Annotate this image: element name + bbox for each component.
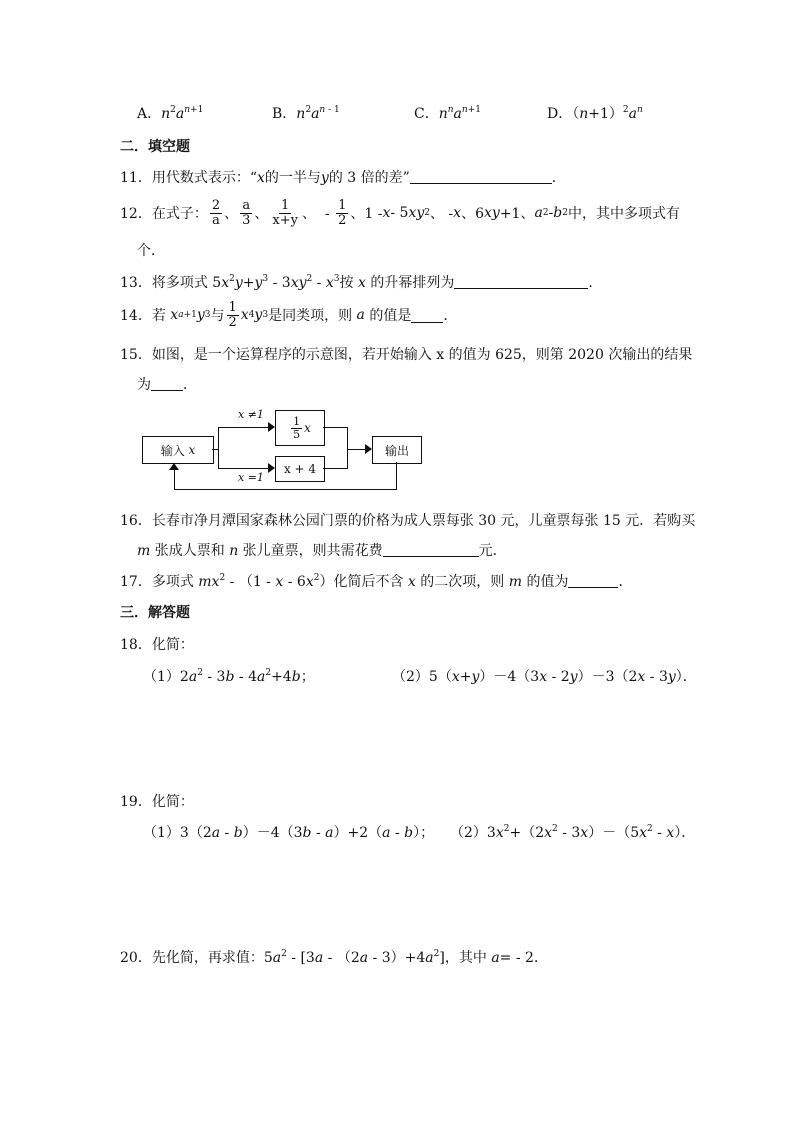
- question-13: 13．将多项式 $5x^2y+y^3 - 3xy^2 - x^3$按 x 的升幂排列为 ．: [120, 274, 603, 291]
- q20-end: ．: [533, 950, 548, 966]
- q10-option-a: A．$n^2a^{n+1}$: [137, 105, 204, 122]
- flow-top-op-box: $\frac{1}{5}$ x: [275, 410, 325, 446]
- flow-bottom-op-box: [275, 456, 325, 482]
- arrow-head-icon: [268, 463, 275, 473]
- q17-text: 的二次项，则: [420, 574, 505, 590]
- q11-end: ．: [551, 170, 566, 186]
- q17-end: ．: [618, 574, 633, 590]
- q16-text: 张儿童票，则共需花费: [242, 543, 383, 559]
- question-number: 20．: [120, 950, 152, 966]
- connector: [174, 489, 397, 490]
- question-15: [120, 344, 692, 364]
- answer-blank[interactable]: [383, 542, 479, 557]
- q15-text: 如图，是一个运算程序的示意图，若开始输入 x 的值为 625，则第 2020 次输出的结果: [151, 347, 693, 363]
- question-11: 11．用代数式表示：“x的一半与y的 3 倍的差” ．: [120, 170, 566, 186]
- flow-output-box: [372, 436, 422, 464]
- q12-text: 个．: [137, 243, 165, 259]
- question-number: 19．: [120, 794, 152, 810]
- connector: [218, 468, 270, 469]
- q14-end: ．: [443, 308, 458, 324]
- q14-text: 是同类项，则: [268, 308, 353, 324]
- q20-text: ，其中: [444, 950, 487, 966]
- q10-option-d: D．$(n+1)^2a^n$: [547, 105, 643, 122]
- question-18-part1: $(1)2a^2 - 3b - 4a^2+4b$；: [143, 668, 315, 685]
- question-12: 12． 在式子： $\frac{2}{a}$ 、 $\frac{a}{3}$ 、 $\frac{1}{x+y}$ 、 - $\frac{1}{2}$ 、1 - x - 5 xy 2 、 - x 、6 xy +1、 a 2 - b 2 中，其中多项式有: [120, 197, 680, 228]
- q14-text: 若: [151, 308, 166, 324]
- question-15-cont: [137, 374, 197, 394]
- q10-option-b: B．$n^2a^{n - 1}$: [272, 105, 340, 122]
- connector: [174, 470, 175, 490]
- q13-end: ．: [588, 275, 603, 291]
- connector: [218, 427, 270, 428]
- flow-bottom-op: x + 4: [283, 462, 317, 476]
- q12-text: 在式子：: [151, 206, 208, 222]
- question-number: 14．: [120, 308, 152, 324]
- section-fill-in: 二．填空题: [120, 139, 190, 155]
- q16-text: 长春市净月潭国家森林公园门票的价格为成人票每张 30 元，儿童票每张 15 元．若购买: [151, 513, 696, 529]
- connector: [396, 462, 397, 490]
- section-solve: 三．解答题: [120, 605, 190, 621]
- question-20: 20．先化简，再求值：$5a^2 - [3a - (2a - 3)+4a^2]$，其中 a= - 2．: [120, 949, 548, 966]
- q18-title: 化简：: [151, 637, 194, 653]
- answer-blank[interactable]: [151, 376, 183, 391]
- flow-input-box: 输入 x: [142, 436, 214, 464]
- arrow-head-icon: [268, 422, 275, 432]
- q13-text: 将多项式: [151, 275, 208, 291]
- question-17: 17．多项式 $mx^2 - (1$ - x - $6x^2$）化简后不含 x 的二次项，则 m 的值为 ．: [120, 573, 633, 590]
- question-19: [120, 791, 194, 811]
- question-16-cont: m 张成人票和 n 张儿童票，则共需花费 元．: [137, 543, 507, 559]
- question-19-part2: $(2)3x^2+(2x^2 - 3x)-(5x^2 - x)$．: [450, 824, 696, 841]
- answer-blank[interactable]: [411, 308, 443, 323]
- q17-text: 多项式: [151, 574, 194, 590]
- question-12-cont: [137, 240, 165, 260]
- q11-text: 用代数式表示：“: [151, 170, 257, 186]
- question-number: 12．: [120, 206, 152, 222]
- q11-text: 的一半与: [264, 170, 321, 186]
- option-letter: C．: [414, 106, 439, 122]
- question-number: 18．: [120, 637, 152, 653]
- connector: [347, 427, 348, 469]
- question-number: 11．: [120, 170, 152, 186]
- q10-option-c: C．$n^na^{n+1}$: [414, 105, 481, 122]
- connector: [323, 427, 347, 428]
- q13-text: 按: [339, 275, 354, 291]
- q17-text: 化简后不含: [333, 574, 404, 590]
- answer-blank[interactable]: [568, 573, 618, 588]
- option-letter: D．: [547, 106, 573, 122]
- q11-text: 的 3 倍的差”: [328, 170, 410, 186]
- flow-input-label: 输入: [160, 443, 185, 458]
- fraction-1-over-x-plus-y: $\frac{1}{x+y}$: [272, 197, 298, 228]
- flow-bottom-condition: x =1: [238, 471, 264, 484]
- answer-blank[interactable]: [454, 274, 588, 289]
- question-16: [120, 510, 695, 530]
- fraction-2-over-a: $\frac{2}{a}$: [211, 197, 221, 228]
- option-letter: B．: [272, 106, 297, 122]
- question-19-part1: （1）3（2a - b）－4（3b - a）+2（a - b）；: [143, 825, 435, 841]
- q16-text: 张成人票和: [154, 543, 225, 559]
- q12-text: 中，其中多项式有: [567, 206, 680, 222]
- fraction-a-over-3: $\frac{a}{3}$: [242, 197, 251, 228]
- question-number: 17．: [120, 574, 152, 590]
- q19-title: 化简：: [151, 794, 194, 810]
- fraction-1-over-5: $\frac{1}{5}$: [293, 414, 301, 441]
- arrow-head-icon: [365, 444, 372, 454]
- answer-blank[interactable]: [410, 169, 552, 184]
- question-number: 13．: [120, 275, 152, 291]
- q14-text: 与: [210, 308, 225, 324]
- arrow-head-icon: [169, 463, 179, 470]
- question-number: 16．: [120, 513, 152, 529]
- q13-text: 的升幂排列为: [370, 275, 455, 291]
- q14-text: 的值是: [369, 308, 412, 324]
- q15-text: 为: [137, 377, 151, 393]
- question-18-part2: （2）5（x+y）－4（3x - 2y）－3（2x - 3y）．: [392, 669, 697, 685]
- connector: [218, 427, 219, 469]
- option-letter: A．: [137, 106, 162, 122]
- q15-end: ．: [183, 377, 197, 393]
- q16-end: 元．: [478, 543, 507, 559]
- q17-text: 的值为: [526, 574, 569, 590]
- question-14: 14． 若 x a+1 y 3 与 $\frac{1}{2}$ x 4 y 3 是同类项，则 a 的值是 ．: [120, 299, 458, 330]
- connector: [347, 449, 367, 450]
- connector: [323, 468, 347, 469]
- flow-top-condition: x ≠1: [238, 408, 264, 421]
- fraction-1-over-2: $\frac{1}{2}$: [228, 299, 237, 330]
- fraction-1-over-2: $\frac{1}{2}$: [338, 197, 347, 228]
- question-number: 15．: [120, 347, 152, 363]
- question-18: [120, 634, 194, 654]
- flow-output-label: 输出: [384, 443, 409, 458]
- q20-text: 先化简，再求值：: [151, 950, 264, 966]
